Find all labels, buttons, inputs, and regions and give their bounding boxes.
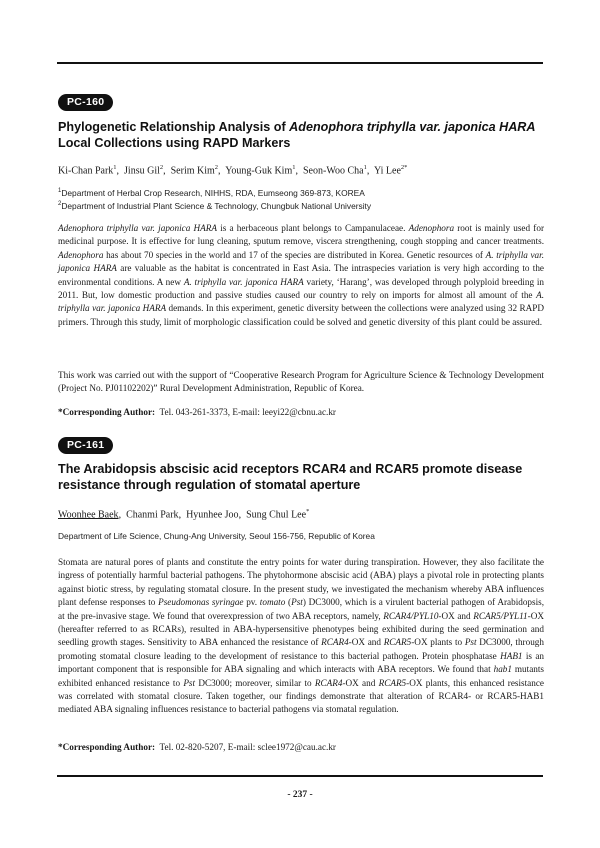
title-text: The Arabidopsis abscisic acid receptors RCAR4 and RCAR5 promote disease bbox=[58, 462, 523, 476]
body-text: ( bbox=[285, 597, 292, 608]
top-rule bbox=[57, 62, 543, 64]
body-text: -OX (hereafter referred to as RCARs), resulted in ABA-hypersensitive phenotypes being exhibited during the seed germination and seedling growth stages. Sensitivity to ABA enhanced the resistance of bbox=[58, 610, 544, 648]
bottom-rule bbox=[57, 775, 543, 777]
affiliation-line: $^1$Department of Herbal Crop Research, NIHHS, RDA, Eumseong 369-873, KOREA bbox=[58, 187, 365, 198]
author-name: Young-Guk Kim bbox=[225, 165, 293, 177]
body-text: DC3000, through promoting stomatal closure leading to the development of resistance to this bacterial pathogen. Protein phosphatase bbox=[58, 637, 544, 661]
body-text: -OX plants to bbox=[411, 637, 465, 648]
abstract-title bbox=[58, 119, 544, 151]
body-text: variety, ‘Harang’, was developed through polyploid breeding in 2011. But, low domestic production and passive studies caused our country to rely on imports for almost all amount of the bbox=[58, 276, 545, 301]
author-name: Seon-Woo Cha bbox=[303, 165, 364, 177]
body-text: -OX and bbox=[348, 637, 384, 648]
italic-term: hab1 bbox=[493, 664, 512, 675]
author-name: Ki-Chan Park bbox=[58, 165, 114, 177]
italic-term: RCAR5/PYL11 bbox=[473, 610, 528, 621]
body-text: has about 70 species in the world and 17 of the species are distributed in Korea. Genetic resources of bbox=[103, 249, 486, 260]
body-text: -OX and bbox=[342, 677, 379, 688]
body-text: -OX and bbox=[438, 610, 474, 621]
affiliation-line: $^2$Department of Industrial Plant Science & Technology, Chungbuk National University bbox=[58, 201, 372, 212]
italic-term: Pst bbox=[291, 597, 303, 608]
body-text: are valuable as the habitat is concentrated in East Asia. The intraspecies variation is very high according to the environmental conditions. A new bbox=[58, 263, 545, 287]
title-species: Adenophora triphylla var. japonica HARA bbox=[289, 120, 536, 134]
author-name: Sung Chul Lee bbox=[246, 509, 307, 521]
body-text: DC3000; moreover, similar to bbox=[195, 677, 315, 688]
abstract-body bbox=[58, 556, 544, 717]
author-name: Yi Lee bbox=[373, 165, 401, 177]
italic-term: RCAR4 bbox=[314, 677, 343, 688]
abstract-body bbox=[58, 222, 544, 329]
body-text: is an important component that is responsible for ABA signaling and which interacts with ABA receptors. We found that bbox=[58, 650, 544, 675]
title-text-line2: resistance through regulation of stomatal aperture bbox=[58, 478, 361, 492]
abstract-title bbox=[58, 461, 544, 493]
corr-contact: Tel. 02-820-5207, E-mail: sclee1972@cau.ac.kr bbox=[159, 742, 336, 752]
italic-term: tomato bbox=[259, 597, 286, 608]
corr-label: *Corresponding Author: bbox=[58, 742, 156, 752]
italic-term: A. triphylla var. japonica HARA bbox=[58, 249, 545, 274]
author-name: Serim Kim bbox=[170, 165, 215, 177]
italic-term: Pst bbox=[183, 677, 196, 688]
abstract-id-badge: PC-160 bbox=[58, 94, 113, 111]
body-text: Stomata are natural pores of plants and constitute the entry points for water during transpiration. However, they also facilitate the ingress of potentially harmful bacterial pathogens. The phytohormone abscisic acid (ABA) plays a pivotal role in protecting plants against biotic stress, by regulating stomatal closure. In the present study, we investigated the mechanism whereby ABA influences plant defense responses to bbox=[58, 557, 544, 608]
body-text: pv. bbox=[243, 597, 260, 608]
author-name-presenting: Woonhee Baek bbox=[58, 509, 119, 521]
italic-term: RCAR4 bbox=[321, 637, 349, 648]
title-text-line2: Local Collections using RAPD Markers bbox=[58, 136, 291, 150]
italic-term: Pst bbox=[464, 637, 477, 648]
italic-term: Adenophora bbox=[58, 249, 104, 260]
abstract-id-badge: PC-161 bbox=[58, 437, 113, 454]
italic-term: RCAR5 bbox=[383, 637, 412, 648]
italic-term: Pseudomonas syringae bbox=[158, 597, 244, 608]
italic-term: A. triphylla var. japonica HARA bbox=[58, 290, 544, 314]
author-list: Ki-Chan Park$^1$, Jinsu Gil$^2$, Serim Kim$^2$, Young-Guk Kim$^1$, Seon-Woo Cha$^1$, Yi Lee$^{2*}$ bbox=[58, 164, 408, 177]
corresponding-author bbox=[58, 406, 544, 419]
author-name: Chanmi Park bbox=[126, 509, 179, 521]
page-number: - 237 - bbox=[287, 790, 313, 800]
italic-term: RCAR5 bbox=[378, 677, 407, 688]
acknowledgement: This work was carried out with the support of “Cooperative Research Program for Agriculture Science & Technology Development (Project No. PJ01102202)” Rural Development Administration, Republic of Korea. bbox=[58, 370, 544, 394]
italic-term: Adenophora triphylla var. japonica HARA bbox=[58, 223, 217, 233]
affiliation-line: Department of Life Science, Chung-Ang University, Seoul 156-756, Republic of Korea bbox=[58, 531, 375, 541]
italic-term: HAB1 bbox=[500, 650, 523, 661]
corr-label: *Corresponding Author: bbox=[58, 407, 156, 417]
italic-term: RCAR4/PYL10 bbox=[383, 610, 439, 621]
body-text: root is mainly used for medicinal purpose. It is effective for lung cleaning, sputum remove, viscera strengthening, cough stopping and cancer treatments. bbox=[58, 223, 545, 247]
author-list: Woonhee Baek, Chanmi Park, Hyunhee Joo, Sung Chul Lee* bbox=[58, 508, 310, 521]
title-text: Phylogenetic Relationship Analysis of bbox=[58, 120, 290, 134]
author-name: Jinsu Gil bbox=[124, 165, 160, 177]
body-text: is a herbaceous plant belongs to Campanulaceae. bbox=[217, 223, 409, 233]
corr-contact: Tel. 043-261-3373, E-mail: leeyi22@cbnu.ac.kr bbox=[159, 407, 336, 417]
body-text: demands. In this experiment, genetic diversity between the collections were analyzed using 32 RAPD primers. Through this study, limit of morphologic classification could be solved and genetic diversity of this plant could be assured. bbox=[58, 303, 544, 327]
italic-term: Adenophora bbox=[408, 223, 455, 233]
author-name: Hyunhee Joo bbox=[186, 509, 239, 521]
body-text: mutants exhibited enhanced resistance to bbox=[58, 664, 544, 688]
affiliations bbox=[58, 186, 544, 213]
body-text: ) DC3000, which is a virulent bacterial pathogen of Arabidopsis, at the pre-invasive stage. We found that overexpression of two ABA receptors, namely, bbox=[58, 597, 545, 621]
corresponding-author bbox=[58, 741, 544, 754]
body-text: -OX plants, this enhanced resistance was correlated with stomatal closure. Taken together, our findings demonstrate that alteration of RCAR4- or RCAR5-HAB1 mediated ABA signaling influences resistance to bacterial pathogens via stomatal regulation. bbox=[58, 677, 544, 715]
italic-term: A. triphylla var. japonica HARA bbox=[183, 276, 304, 287]
